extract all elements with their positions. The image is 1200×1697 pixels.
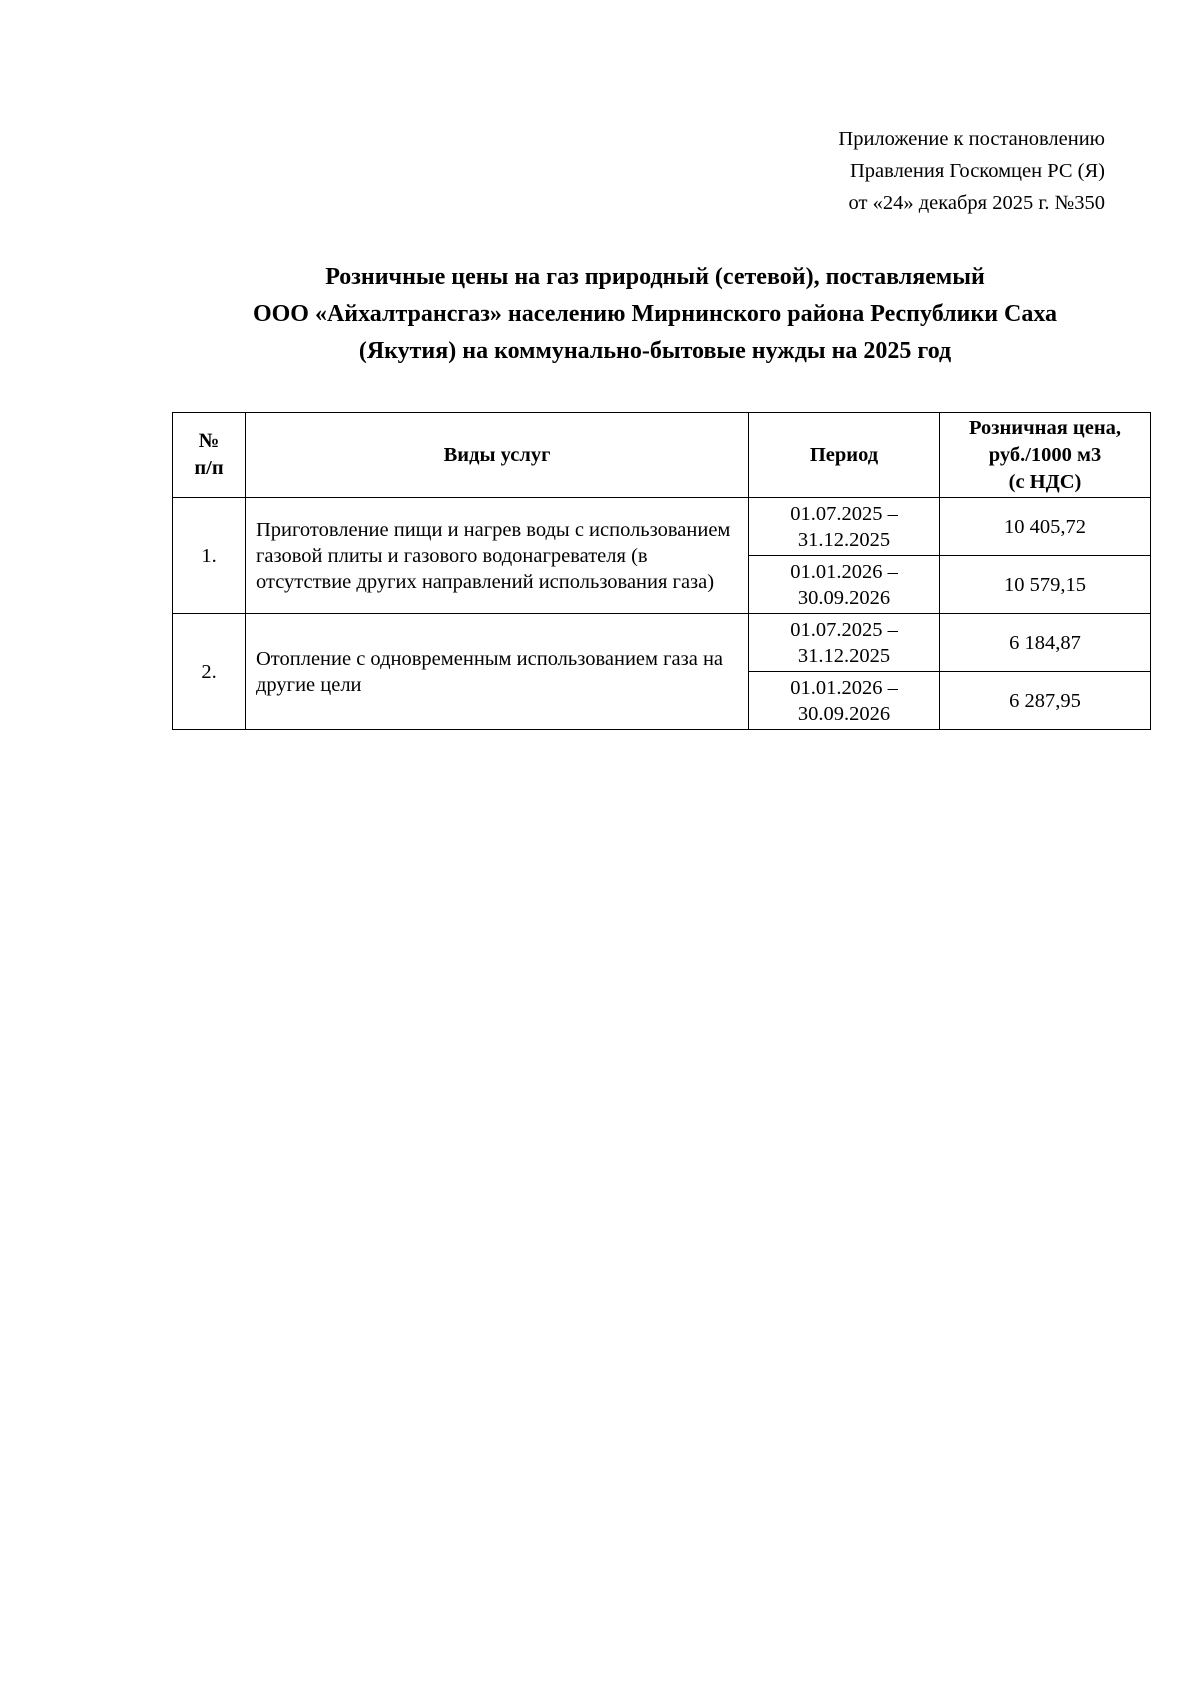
table-row: [173, 498, 1151, 556]
period-text: 01.07.2025 – 31.12.2025: [790, 618, 898, 667]
appendix-line: от «24» декабря 2025 г. №350: [848, 192, 1105, 214]
appendix-line: Приложение к постановлению: [838, 128, 1105, 150]
header-service: Виды услуг: [246, 413, 749, 498]
period-cell: [749, 498, 940, 556]
period-cell: [749, 556, 940, 614]
service-text: Приготовление пищи и нагрев воды с использованием газовой плиты и газового водонагревателя (в отсутствие других направлений использования газа): [256, 518, 731, 593]
period-text: 01.01.2026 – 30.09.2026: [790, 676, 898, 725]
appendix-line: Правления Госкомцен РС (Я): [850, 160, 1105, 182]
price-cell: 10 579,15: [940, 556, 1151, 614]
header-price-line: Розничная цена,: [968, 416, 1122, 439]
period-text: 01.01.2026 – 30.09.2026: [790, 560, 898, 609]
period-text: 01.07.2025 – 31.12.2025: [790, 502, 898, 551]
price-cell: 6 184,87: [940, 614, 1151, 672]
header-period: Период: [749, 413, 940, 498]
header-number-line: п/п: [194, 457, 224, 479]
title-line: Розничные цены на газ природный (сетевой), поставляемый: [325, 264, 985, 290]
appendix-header: [838, 123, 1105, 219]
row-number: 2.: [173, 614, 246, 730]
header-price-line: (с НДС): [1008, 470, 1082, 493]
header-number: [173, 413, 246, 498]
title-line: ООО «Айхалтрансгаз» населению Мирнинского района Республики Саха: [252, 301, 1058, 327]
title-line: (Якутия) на коммунально-бытовые нужды на 2025 год: [358, 338, 952, 364]
row-number: 1.: [173, 498, 246, 614]
price-cell: 10 405,72: [940, 498, 1151, 556]
header-price: [940, 413, 1151, 498]
price-cell: 6 287,95: [940, 672, 1151, 730]
period-cell: [749, 672, 940, 730]
period-cell: [749, 614, 940, 672]
service-description: [246, 498, 749, 614]
price-table: [172, 412, 1151, 730]
service-description: [246, 614, 749, 730]
header-number-line: №: [198, 430, 220, 452]
table-header-row: [173, 413, 1151, 498]
document-title: [150, 259, 1160, 370]
service-text: Отопление с одновременным использованием газа на другие цели: [256, 647, 724, 696]
table-row: [173, 614, 1151, 672]
header-price-line: руб./1000 м3: [988, 443, 1102, 466]
